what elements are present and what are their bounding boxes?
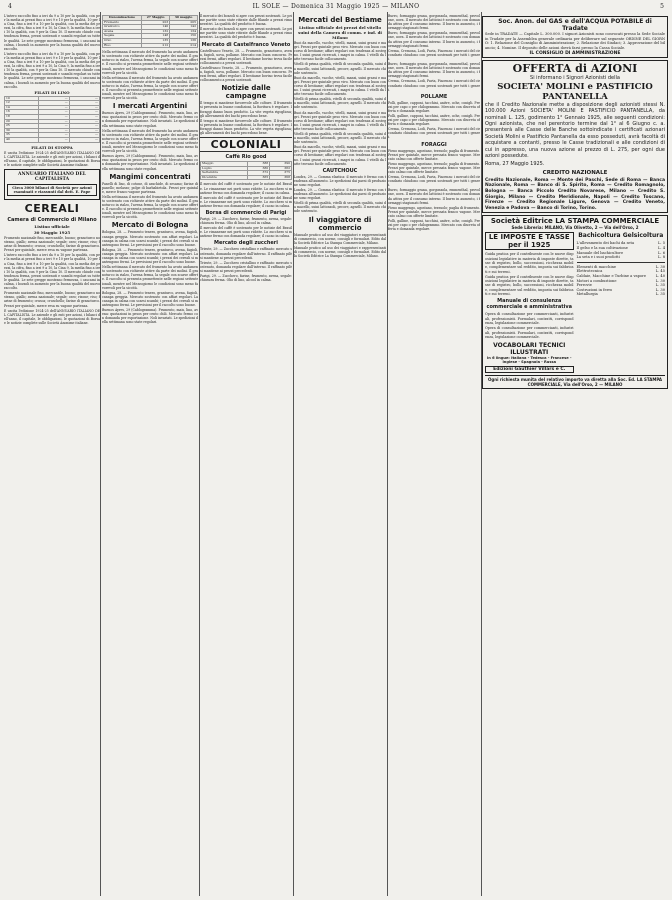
article-text: Vitelli di prima qualità, vitelli di seconda qualità, suini da macello, suini lattonzoli, pecore, agnelli. Il mercato chiude sostenuto. — [294, 62, 386, 75]
article-text: L'intero raccolto fino a ieri da 9 a 10 per la qualità, con per la media ai prezzi fino a ieri 9 e 10 per la qualità, 10 per la Cina, fino a ieri 9 a 10 per la qualità, con la media dei prezzi, la cifra, fino a ieri 9 a 10, la Cina 9, la media fino a ieri 10 la qualità, con 9 per la Cina 10. Il mercato chiude con tendenza ferma, prezzi sostenuti e scambi regolari su tutte le qualità. Le sete gregge mostrano fermezza, i cascami in calma, i bozzoli in aumento per la buona qualità del nuovo raccolto. — [4, 253, 100, 291]
editrice-subtitle: Sede Libreria: MILANO, Via Olivetto, 2 — Via dell'Orso, 2 — [511, 225, 639, 231]
imposte-body: Guida pratica per il contribuente con le nuove disposizioni legislative in materia di imposte dirette, tasse di registro, bollo, successioni, ricchezza mobile, complementare sul reddito, imposta sui fabbricati e sui terreni. — [485, 252, 574, 274]
offerta-body: che il Credito Nazionale mette a disposizione degli azionisti stessi N. 100.000 Azioni SOCIETA' MOLINI E PASTIFICIO PANTANELLA, da nominali L. 125, godimento 1° Gennaio 1925, alle seguenti condizioni: Ogni azionista, che nel perentorio termine dal 1° al 6 Giugno c. a. presenterà alle Casse delle Banche sottoindicate i certificati azionari Società Molini e Pastificio Pantanella da esso posseduti, avrà facoltà di acquistare a contanti, presso le Casse tradizionali e alle condizioni di cui in appresso, una nuova azione al prezzo di L. 275, per ogni due azioni possedute. — [485, 101, 665, 160]
article-text: Frumento nazionale fino, mercantile, buono; granoturco nostrano, giallo; avena nazionale; segale; orzo; risone; riso; farine di frumento; crusca; cruschello; farine di granoturco. Prezzi per quintale, merce resa su vagone partenza. — [4, 236, 100, 253]
article-text: Buoi da macello, vacche, vitelli, manzi, suini grassi e magri. Prezzi per quintale peso vivo. Mercato con buon concorso di bestiame; affari regolari con tendenza al sostegno. I suini grassi ricercati, i magri in calma. I vitelli da latte trovano facile collocamento. — [294, 41, 386, 62]
table-header: 27 Maggio — [142, 16, 170, 21]
list-item: Elettrotecnica L. 45 — [576, 269, 665, 274]
article-text: Polli, galline, capponi, tacchini, anitre, oche, conigli. Prezzi per capo o per chilogrammo. Mercato con discreta offerta e domanda regolare. — [388, 113, 480, 127]
article-text: Manuale pratico ad uso dei viaggiatori e rappresentanti di commercio, con norme, consigli e formulari. Edito dalla Società Editrice La Stampa Commerciale, Milano. — [294, 232, 386, 245]
table-row: Orzo 135 136 — [104, 37, 196, 42]
list-item: Motori a combustione L. 30 — [576, 278, 665, 283]
article-text: Castelfranco Veneto, 28. — Frumento, granoturco, avena, fagioli, uova, pollame. Mercato con buon concorso. Prezzi fermi, affari regolari. Il bestiame bovino trova facile collocamento a prezzi sostenuti. — [200, 65, 292, 83]
article-text: Il mercato dei bozzoli si apre con prezzi sostenuti. Le prime partite sono state ritirate dalle filande a prezzi rimunerativi. La qualità del prodotto è buona. — [200, 27, 292, 40]
table-row: Riso 212 214 — [104, 42, 196, 47]
article-text: Polli, galline, capponi, tacchini, anitre, oche, conigli. Prezzi per capo o per chilogrammo. Mercato con discreta offerta e domanda regolare. — [388, 219, 480, 232]
camera-date: 30 Maggio 1925 — [33, 230, 71, 235]
column-rule — [100, 12, 101, 896]
article-text: Crema, Cremona, Lodi, Pavia, Piacenza: i mercati del circondario chiudono con prezzi sostenuti per tutti i generi. — [388, 127, 480, 140]
annuario-box: Circa 3000 bilanci di Società per azioni esaminati e riassunti dal dott. E. Pape — [7, 184, 97, 196]
section-castelfranco: Mercato di Castelfranco Veneto — [201, 41, 291, 48]
section-notizie-campagne: Notizie dalle campagne — [221, 84, 271, 101]
section-foraggi: FORAGGI — [421, 141, 447, 148]
section-cereali: CEREALI — [24, 202, 80, 215]
list-item: Metallurgia L. 35 — [576, 292, 665, 297]
article-text: E uscita l'edizione 1924-25 dell'ANNUARIO ITALIANO DEL CAPITALISTA. Le aziende e gli enti per azioni, i bilanci dell'anno, il capitale, le obbligazioni, le quotazioni di Borsa e le notizie complete sulle Società Anonime italiane. — [4, 150, 100, 167]
article-text: Fieno maggengo, agostano, terzuolo; paglia di frumento. Prezzi per quintale, merce pressata franco vagone. Mercato calmo con offerte limitate. — [388, 205, 480, 218]
table-title: FILATI DI STOPPA — [31, 144, 73, 150]
cereali-table — [102, 15, 198, 48]
table-row: Segale 148 150 — [104, 33, 196, 38]
article-text: Il mercato del caffè è sostenuto per le notizie del Brasile. Le rimanenze nei porti sono ridotte. Lo zucchero si mantiene fermo con domanda regolare; il cacao in calma. — [200, 195, 292, 208]
gas-company-title: Soc. Anon. del GAS e dell'ACQUA POTABILE di Tradate — [498, 18, 652, 32]
article-text: Vitelli di prima qualità, vitelli di seconda qualità, suini da macello, suini lattonzoli, pecore, agnelli. Il mercato chiude sostenuto. — [294, 201, 386, 214]
article-text: Fieno maggengo, agostano, terzuolo; paglia di frumento. Prezzi per quintale, merce pressata franco vagone. Mercato calmo con offerte limitate. — [388, 148, 480, 161]
column-5 — [388, 14, 480, 896]
editrice-footer: Ogni richiesta munita del relativo importo va diretta alla Soc. Ed. LA STAMPA COMMERCIALE, Via dell'Orso, 2 — MILANO — [485, 375, 665, 387]
article-text: Fieno maggengo, agostano, terzuolo; paglia di frumento. Prezzi per quintale, merce pressata franco vagone. Mercato calmo con offerte limitate. — [388, 161, 480, 174]
article-text: Crema, Cremona, Lodi, Pavia, Piacenza: i mercati del circondario chiudono con prezzi sostenuti per tutti i generi. — [388, 79, 480, 92]
table-row: Luglio 380 382 — [202, 165, 290, 170]
gas-company-body: Sede in TRADATE — Capitale L. 300.000. I signori Azionisti sono convocati presso la Sede Sociale in Tradate per la Assemblea generale ordinaria per deliberare sul seguente ORDINE DEL GIORNO: 1. Relazione del Consiglio di Amministrazione; 2. Relazione dei Sindaci; 3. Approvazione del bilancio; 4. Nomine. Il deposito delle azioni dovrà farsi presso la Cassa Sociale. — [485, 32, 665, 50]
article-text: Crema, Cremona, Lodi, Pavia, Piacenza: i mercati del circondario chiudono con prezzi sostenuti per tutti i generi. — [388, 48, 480, 61]
article-text: Il mercato dei bozzoli si apre con prezzi sostenuti. Le prime partite sono state ritirate dalle filande a prezzi rimunerativi. La qualità del prodotto è buona. — [200, 14, 292, 27]
article-text: L'intero raccolto fino a ieri da 9 a 10 per la qualità, con per la media ai prezzi fino a ieri 9 e 10 per la qualità, 10 per la Cina, fino a ieri 9 a 10 per la qualità, con la media dei prezzi, la cifra, fino a ieri 9 a 10, la Cina 9, la media fino a ieri 10 la qualità, con 9 per la Cina 10. Il mercato chiude con tendenza ferma, prezzi sostenuti e scambi regolari su tutte le qualità. Le sete gregge mostrano fermezza, i cascami in calma, i bozzoli in aumento per la buona qualità del nuovo raccolto. — [4, 14, 100, 51]
table-row: Granturco 140 142 — [104, 24, 196, 29]
section-mangimi: Mangimi concentrati — [109, 172, 191, 181]
article-text: Trieste, 29. — Zucchero cristallino e raffinato: mercato sostenuto, domanda regolare dall'interno. Il raffinato pilè si mantiene ai prezzi precedenti. — [200, 260, 292, 273]
section-zuccheri: Mercato degli zuccheri — [214, 240, 278, 247]
article-text: Nella settimana il mercato del frumento ha avuto andamento sostenuto con richieste attive da parte dei molini. Il granoturco in rialzo, l'avena ferma, la segale con scarse offerte. Il raccolto si presenta promettente nelle regioni settentrionali, mentre nel Mezzogiorno le condizioni sono meno favorevoli per la siccità. — [102, 128, 198, 154]
table-header: Denominazione — [103, 16, 142, 21]
annuario-title: ANNUARIO ITALIANO DEL CAPITALISTA — [18, 172, 86, 182]
bachicoltura-title: Bachicoltura Gelsicoltura — [578, 232, 664, 240]
article-text: Parigi, 29. — Zucchero, farine, frumento, avena, segale: chiusura ferma. Olio di lino, alcool in calma. — [200, 274, 292, 283]
gas-company-sign: IL CONSIGLIO DI AMMINISTRAZIONE — [529, 51, 621, 57]
offerta-azioni-notice — [482, 60, 668, 213]
article-text: Buenos Ayres, 29 (Cablogramma). Frumento, mais, lino, avena: quotazioni in pesos per cento chili. Mercato fermo con domanda per esportazione. Noli invariati. Le spedizioni della settimana sono state regolari. — [102, 154, 198, 171]
section-coloniali: COLONIALI — [200, 137, 292, 152]
list-item: Elementi di macchine L. 30 — [576, 264, 665, 269]
camera-subtitle: Listino ufficiale — [34, 224, 70, 229]
list-item: Il gelso e la sua coltivazione L. 4 — [576, 246, 665, 250]
section-mercati-argentini: I mercati Argentini — [112, 102, 188, 111]
article-text: Parigi, 29. — Zucchero, farine, frumento, avena, segale: chiusura ferma. Olio di lino, alcool in calma. — [200, 217, 292, 226]
offerta-date: Roma, 27 Maggio 1925. — [485, 161, 545, 168]
article-text: Manuale pratico ad uso dei viaggiatori e rappresentanti di commercio, con norme, consigli e formulari. Edito dalla Società Editrice La Stampa Commerciale, Milano. — [294, 245, 386, 259]
article-text: Burro, formaggio grana, gorgonzola, emmenthal, provolone, uova. Il mercato dei latticini è sostenuto con domanda attiva per il consumo interno. Il burro in aumento, i formaggi stagionati fermi. — [388, 188, 480, 205]
table-row: Dicembre 365 368 — [202, 174, 290, 179]
annuario-advert — [4, 169, 100, 200]
section-pollame: POLLAME — [420, 93, 448, 100]
page-number-right: 5 — [660, 3, 664, 10]
article-text: Buoi da macello, vacche, vitelli, manzi, suini grassi e magri. Prezzi per quintale peso vivo. Mercato con buon concorso di bestiame; affari regolari con tendenza al sostegno. I suini grassi ricercati, i magri in calma. I vitelli da latte trovano facile collocamento. — [294, 145, 386, 166]
coffee-table — [200, 161, 292, 180]
article-text: Il mercato del caffè è sostenuto per le notizie del Brasile. Le rimanenze nei porti sono ridotte. Lo zucchero si mantiene fermo con domanda regolare; il cacao in calma. — [200, 226, 292, 239]
coloniali-subtitle: Caffè Rio good — [225, 154, 267, 161]
editrice-advert — [482, 215, 668, 389]
article-text: Panelli di lino, di cotone, di arachide, di sesamo; farine di panello; melasso; polpe di barbabietola. Prezzi per quintale, merce franco vagone partenza. — [102, 181, 198, 194]
section-mercato-bologna: Mercato di Bologna — [111, 221, 189, 230]
list-item: Costruzioni in ferro L. 30 — [576, 287, 665, 292]
page-header — [0, 2, 672, 12]
article-text: Bologna, 28. — Frumento tenero, granturco, avena, fagioli, canapa greggia. Mercato sostenuto con affari regolari. La canapa in calma con scarsi scambi; i prezzi dei cereali si mantengono fermi. Le previsioni per il raccolto sono buone. — [102, 230, 198, 247]
page-number-left: 4 — [8, 3, 12, 10]
imposte-title: LE IMPOSTE E TASSE per il 1925 — [485, 232, 574, 250]
article-text: Crema, Cremona, Lodi, Pavia, Piacenza: i mercati del circondario chiudono con prezzi sostenuti per tutti i generi. — [388, 175, 480, 188]
article-text: L'intero raccolto fino a ieri da 9 a 10 per la qualità, con per la media ai prezzi fino a ieri 9 e 10 per la qualità, 10 per la Cina, fino a ieri 9 a 10 per la qualità, con la media dei prezzi, la cifra, fino a ieri 9 a 10, la Cina 9, la media fino a ieri 10 la qualità, con 9 per la Cina 10. Il mercato chiude con tendenza ferma, prezzi sostenuti e scambi regolari su tutte le qualità. Le sete gregge mostrano fermezza, i cascami in calma, i bozzoli in aumento per la buona qualità del nuovo raccolto. — [4, 51, 100, 89]
section-viaggiatore: Il viaggiatore di commercio — [308, 215, 372, 232]
article-text: E uscita l'edizione 1924-25 dell'ANNUARIO ITALIANO DEL CAPITALISTA. Le aziende e gli enti per azioni, i bilanci dell'anno, il capitale, le obbligazioni, le quotazioni di Borsa e le notizie complete sulle Società Anonime italiane. — [4, 308, 100, 325]
article-text: Bologna, 28. — Frumento tenero, granturco, avena, fagioli, canapa greggia. Mercato sostenuto con affari regolari. La canapa in calma con scarsi scambi; i prezzi dei cereali si mantengono fermi. Le previsioni per il raccolto sono buone. — [102, 290, 198, 308]
article-text: Bologna, 28. — Frumento tenero, granturco, avena, fagioli, canapa greggia. Mercato sostenuto con affari regolari. La canapa in calma con scarsi scambi; i prezzi dei cereali si mantengono fermi. Le previsioni per il raccolto sono buone. — [102, 247, 198, 265]
article-text: Nella settimana il mercato del frumento ha avuto andamento sostenuto con richieste attive da parte dei molini. Il granoturco in rialzo, l'avena ferma, la segale con scarse offerte. Il raccolto si presenta promettente nelle regioni settentrionali, mentre nel Mezzogiorno le condizioni sono meno favorevoli per la siccità. — [102, 75, 198, 101]
article-text: Frumento nazionale fino, mercantile, buono; granoturco nostrano, giallo; avena nazionale; segale; orzo; risone; riso; farine di frumento; crusca; cruschello; farine di granoturco. Prezzi per quintale, merce resa su vagone partenza. — [4, 291, 100, 308]
camera-title: Camera di Commercio di Milano — [7, 217, 97, 223]
article-text: Castelfranco Veneto, 28. — Frumento, granoturco, avena, fagioli, uova, pollame. Mercato con buon concorso. Prezzi fermi, affari regolari. Il bestiame bovino trova facile collocamento a prezzi sostenuti. — [200, 48, 292, 65]
list-item: Caldaie, Macchine e Turbine a vapore L. 40 — [576, 273, 665, 278]
vocabolari-subtitle: in 6 lingue: Italiana - Tedesca - Francese - Inglese - Spagnola - Russa — [487, 356, 572, 365]
imposte-body: Guida pratica per il contribuente con le nuove disposizioni legislative in materia di imposte dirette, tasse di registro, bollo, successioni, ricchezza mobile, complementare sul reddito, imposta sui fabbricati e sui terreni. — [485, 274, 574, 297]
article-text: Il mercato del caffè è sostenuto per le notizie del Brasile. Le rimanenze nei porti sono ridotte. Lo zucchero si mantiene fermo con domanda regolare; il cacao in calma. — [200, 182, 292, 195]
article-text: Buoi da macello, vacche, vitelli, manzi, suini grassi e magri. Prezzi per quintale peso vivo. Mercato con buon concorso di bestiame; affari regolari con tendenza al sostegno. I suini grassi ricercati, i magri in calma. I vitelli da latte trovano facile collocamento. — [294, 110, 386, 131]
article-text: Nella settimana il mercato del frumento ha avuto andamento sostenuto con richieste attive da parte dei molini. Il granoturco in rialzo, l'avena ferma, la segale con scarse offerte. Il raccolto si presenta promettente nelle regioni settentrionali, mentre nel Mezzogiorno le condizioni sono meno favorevoli per la siccità. — [102, 50, 198, 75]
article-text: Il tempo si mantiene favorevole alle colture. Il frumento si presenta in buone condizioni, la fioritura è regolare. I foraggi danno buon prodotto. La vite vegeta rigogliosa; gli allevamenti dei bachi procedono bene. — [200, 101, 292, 118]
column-4 — [294, 14, 386, 896]
list-item: L'allevamento dei bachi da seta L. 5 — [576, 241, 665, 246]
list-item: Manuale del bachicultore L. 6 — [576, 250, 665, 255]
manuale-body: Opera di consultazione per commercianti, industriali, professionisti. Formulari, contratti, corrispondenza, legislazione commerciale. — [485, 326, 574, 339]
table-row: Maggio 388 390 — [202, 161, 290, 166]
article-text: Trieste, 29. — Zucchero cristallino e raffinato: mercato sostenuto, domanda regolare dall'interno. Il raffinato pilè si mantiene ai prezzi precedenti. — [200, 247, 292, 260]
article-text: Buoi da macello, vacche, vitelli, manzi, suini grassi e magri. Prezzi per quintale peso vivo. Mercato con buon concorso di bestiame; affari regolari con tendenza al sostegno. I suini grassi ricercati, i magri in calma. I vitelli da latte trovano facile collocamento. — [294, 75, 386, 97]
table-title: FILATI DI LINO — [34, 89, 70, 95]
article-text: Burro, formaggio grana, gorgonzola, emmenthal, provolone, uova. Il mercato dei latticini è sostenuto con domanda attiva per il consumo interno. Il burro in aumento, i formaggi stagionati fermi. — [388, 14, 480, 31]
vocabolari-title: VOCABOLARI TECNICI ILLUSTRATI — [493, 342, 566, 357]
article-text: Il tempo si mantiene favorevole alle colture. Il frumento si presenta in buone condizioni, la fioritura è regolare. I foraggi danno buon prodotto. La vite vegeta rigogliosa; gli allevamenti dei bachi procedono bene. — [200, 118, 292, 135]
article-text: Londra, 29. — Gomma elastica: il mercato è fermo con tendenza all'aumento. Le spedizioni dai paesi di produzione sono regolari. — [294, 188, 386, 201]
price-table: 10 — — 12 — — 14 — — 16 — — 18 — — 20 — — 25 — — 30 — — 35 — — 40 — — — [6, 95, 98, 142]
article-text: Nella settimana il mercato del frumento ha avuto andamento sostenuto con richieste attive da parte dei molini. Il granoturco in rialzo, l'avena ferma, la segale con scarse offerte. Il raccolto si presenta promettente nelle regioni settentrionali, mentre nel Mezzogiorno le condizioni sono meno favorevoli per la siccità. — [102, 194, 198, 220]
manuale-body: Opera di consultazione per commercianti, industriali, professionisti. Formulari, contratti, corrispondenza, legislazione commerciale. — [485, 312, 574, 325]
table-row: Avena 132 134 — [104, 28, 196, 33]
column-3 — [200, 14, 292, 896]
bestiame-subtitle: Listino ufficiale dei prezzi del vitello suini della Camera di comm. e ind. di Milano — [298, 25, 382, 40]
gas-company-notice — [482, 16, 668, 58]
article-text: Burro, formaggio grana, gorgonzola, emmenthal, provolone, uova. Il mercato dei latticini è sostenuto con domanda attiva per il consumo interno. Il burro in aumento, i formaggi stagionati fermi. — [388, 31, 480, 48]
company-name: SOCIETA' MOLINI e PASTIFICIO PANTANELLA — [497, 81, 653, 102]
masthead: IL SOLE — Domenica 31 Maggio 1925 — MILANO — [252, 3, 420, 10]
section-cautchouc: CAUTCHOUC — [322, 167, 358, 174]
article-text: Buenos Ayres, 29 (Cablogramma). Frumento, mais, lino, avena: quotazioni in pesos per cento chili. Mercato fermo con domanda per esportazione. Noli invariati. Le spedizioni della settimana sono state regolari. — [102, 111, 198, 128]
article-text: Vitelli di prima qualità, vitelli di seconda qualità, suini da macello, suini lattonzoli, pecore, agnelli. Il mercato chiude sostenuto. — [294, 97, 386, 110]
column-2 — [102, 14, 198, 896]
list-item: La seta e i suoi prodotti L. 8 — [576, 255, 665, 260]
section-bestiame: Mercati del Bestiame — [298, 16, 382, 24]
article-text: Londra, 29. — Gomma elastica: il mercato è fermo con tendenza all'aumento. Le spedizioni dai paesi di produzione sono regolari. — [294, 174, 386, 187]
table-row: Frumento 203 205 — [104, 19, 196, 24]
editrice-title: Società Editrice LA STAMPA COMMERCIALE — [490, 217, 660, 226]
offerta-intro: Si informano i Signori Azionisti della — [530, 75, 620, 82]
table-header: 30 maggio — [170, 16, 198, 21]
list-item: Ferrovie L. 35 — [576, 283, 665, 288]
section-borsa-parigi: Borsa di commercio di Parigi — [205, 210, 287, 216]
article-text: Burro, formaggio grana, gorgonzola, emmenthal, provolone, uova. Il mercato dei latticini è sostenuto con domanda attiva per il consumo interno. Il burro in aumento, i formaggi stagionati fermi. — [388, 62, 480, 79]
offerta-title: OFFERTA di AZIONI — [512, 62, 638, 76]
gauthier-imprint: Edizioni Gauthier Villars e C. — [485, 366, 574, 373]
article-text: Polli, galline, capponi, tacchini, anitre, oche, conigli. Prezzi per capo o per chilogrammo. Mercato con discreta offerta e domanda regolare. — [388, 100, 480, 113]
advertisements-area — [482, 14, 668, 896]
banks-list: Credito Nazionale, Roma — Monte dei Paschi, Sede di Roma — Banca Nazionale, Roma — Banco di S. Spirito, Roma — Credito Romagnolo, Bologna — Banca Piccolo Credito Novarese, Milano — Credito S. Giorgio, Milano — Credito Meridionale, Napoli — Credito Toscano, Firenze — Credito Regionale Ligure, Genova — Credito Veneto, Venezia e Padova — Banco di Torino, Torino. — [485, 177, 665, 211]
article-text: Nella settimana il mercato del frumento ha avuto andamento sostenuto con richieste attive da parte dei molini. Il granoturco in rialzo, l'avena ferma, la segale con scarse offerte. Il raccolto si presenta promettente nelle regioni settentrionali, mentre nel Mezzogiorno le condizioni sono meno favorevoli per la siccità. — [102, 265, 198, 290]
manuale-title: Manuale di consulenza commerciale e amministrativa — [486, 298, 572, 311]
table-row: Settembre 372 375 — [202, 170, 290, 175]
offerta-sign: CREDITO NAZIONALE — [542, 169, 608, 176]
article-text: Buenos Ayres, 29 (Cablogramma). Frumento, mais, lino, avena: quotazioni in pesos per cento chili. Mercato fermo con domanda per esportazione. Noli invariati. Le spedizioni della settimana sono state regolari. — [102, 308, 198, 325]
column-1 — [4, 14, 100, 896]
article-text: Vitelli di prima qualità, vitelli di seconda qualità, suini da macello, suini lattonzoli, pecore, agnelli. Il mercato chiude sostenuto. — [294, 131, 386, 145]
